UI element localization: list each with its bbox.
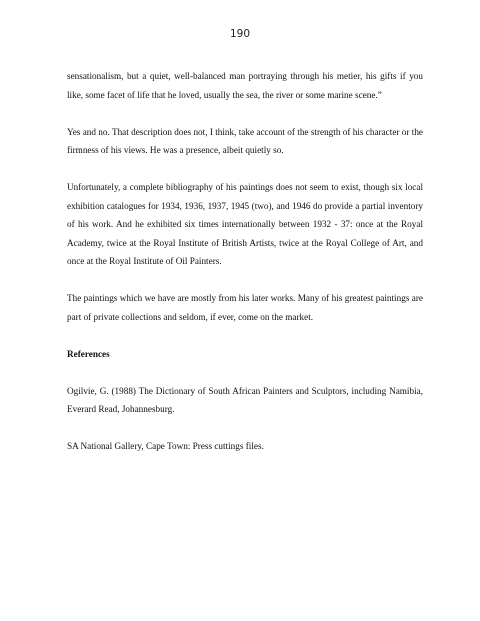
body-paragraph: Yes and no. That description does not, I think, take account of the strength of his character or the firmness of his views. He was a presence, albeit quietly so.: [67, 126, 423, 155]
page-body: [67, 67, 423, 474]
body-paragraph: sensationalism, but a quiet, well-balanced man portraying through his metier, his gifts if you like, some facet of life that he loved, usually the sea, the river or some marine scene.”: [67, 71, 423, 100]
body-paragraph: The paintings which we have are mostly from his later works. Many of his greatest paintings are part of private collections and seldom, if ever, come on the market.: [67, 293, 423, 322]
reference-entry: SA National Gallery, Cape Town: Press cuttings files.: [67, 441, 264, 451]
page-number: 190: [229, 28, 251, 40]
body-paragraph: Unfortunately, a complete bibliography of his paintings does not seem to exist, though six local exhibition catalogues for 1934, 1936, 1937, 1945 (two), and 1946 do provide a partial inventory of his work. And he exhibited six times internationally between 1932 - 37: once at the Royal Academy, twice at the Royal Institute of British Artists, twice at the Royal College of Art, and once at the Royal Institute of Oil Painters.: [67, 182, 423, 266]
references-heading: References: [67, 348, 110, 359]
reference-entry: Ogilvie, G. (1988) The Dictionary of South African Painters and Sculptors, including Namibia, Everard Read, Johannesburg.: [67, 385, 423, 414]
